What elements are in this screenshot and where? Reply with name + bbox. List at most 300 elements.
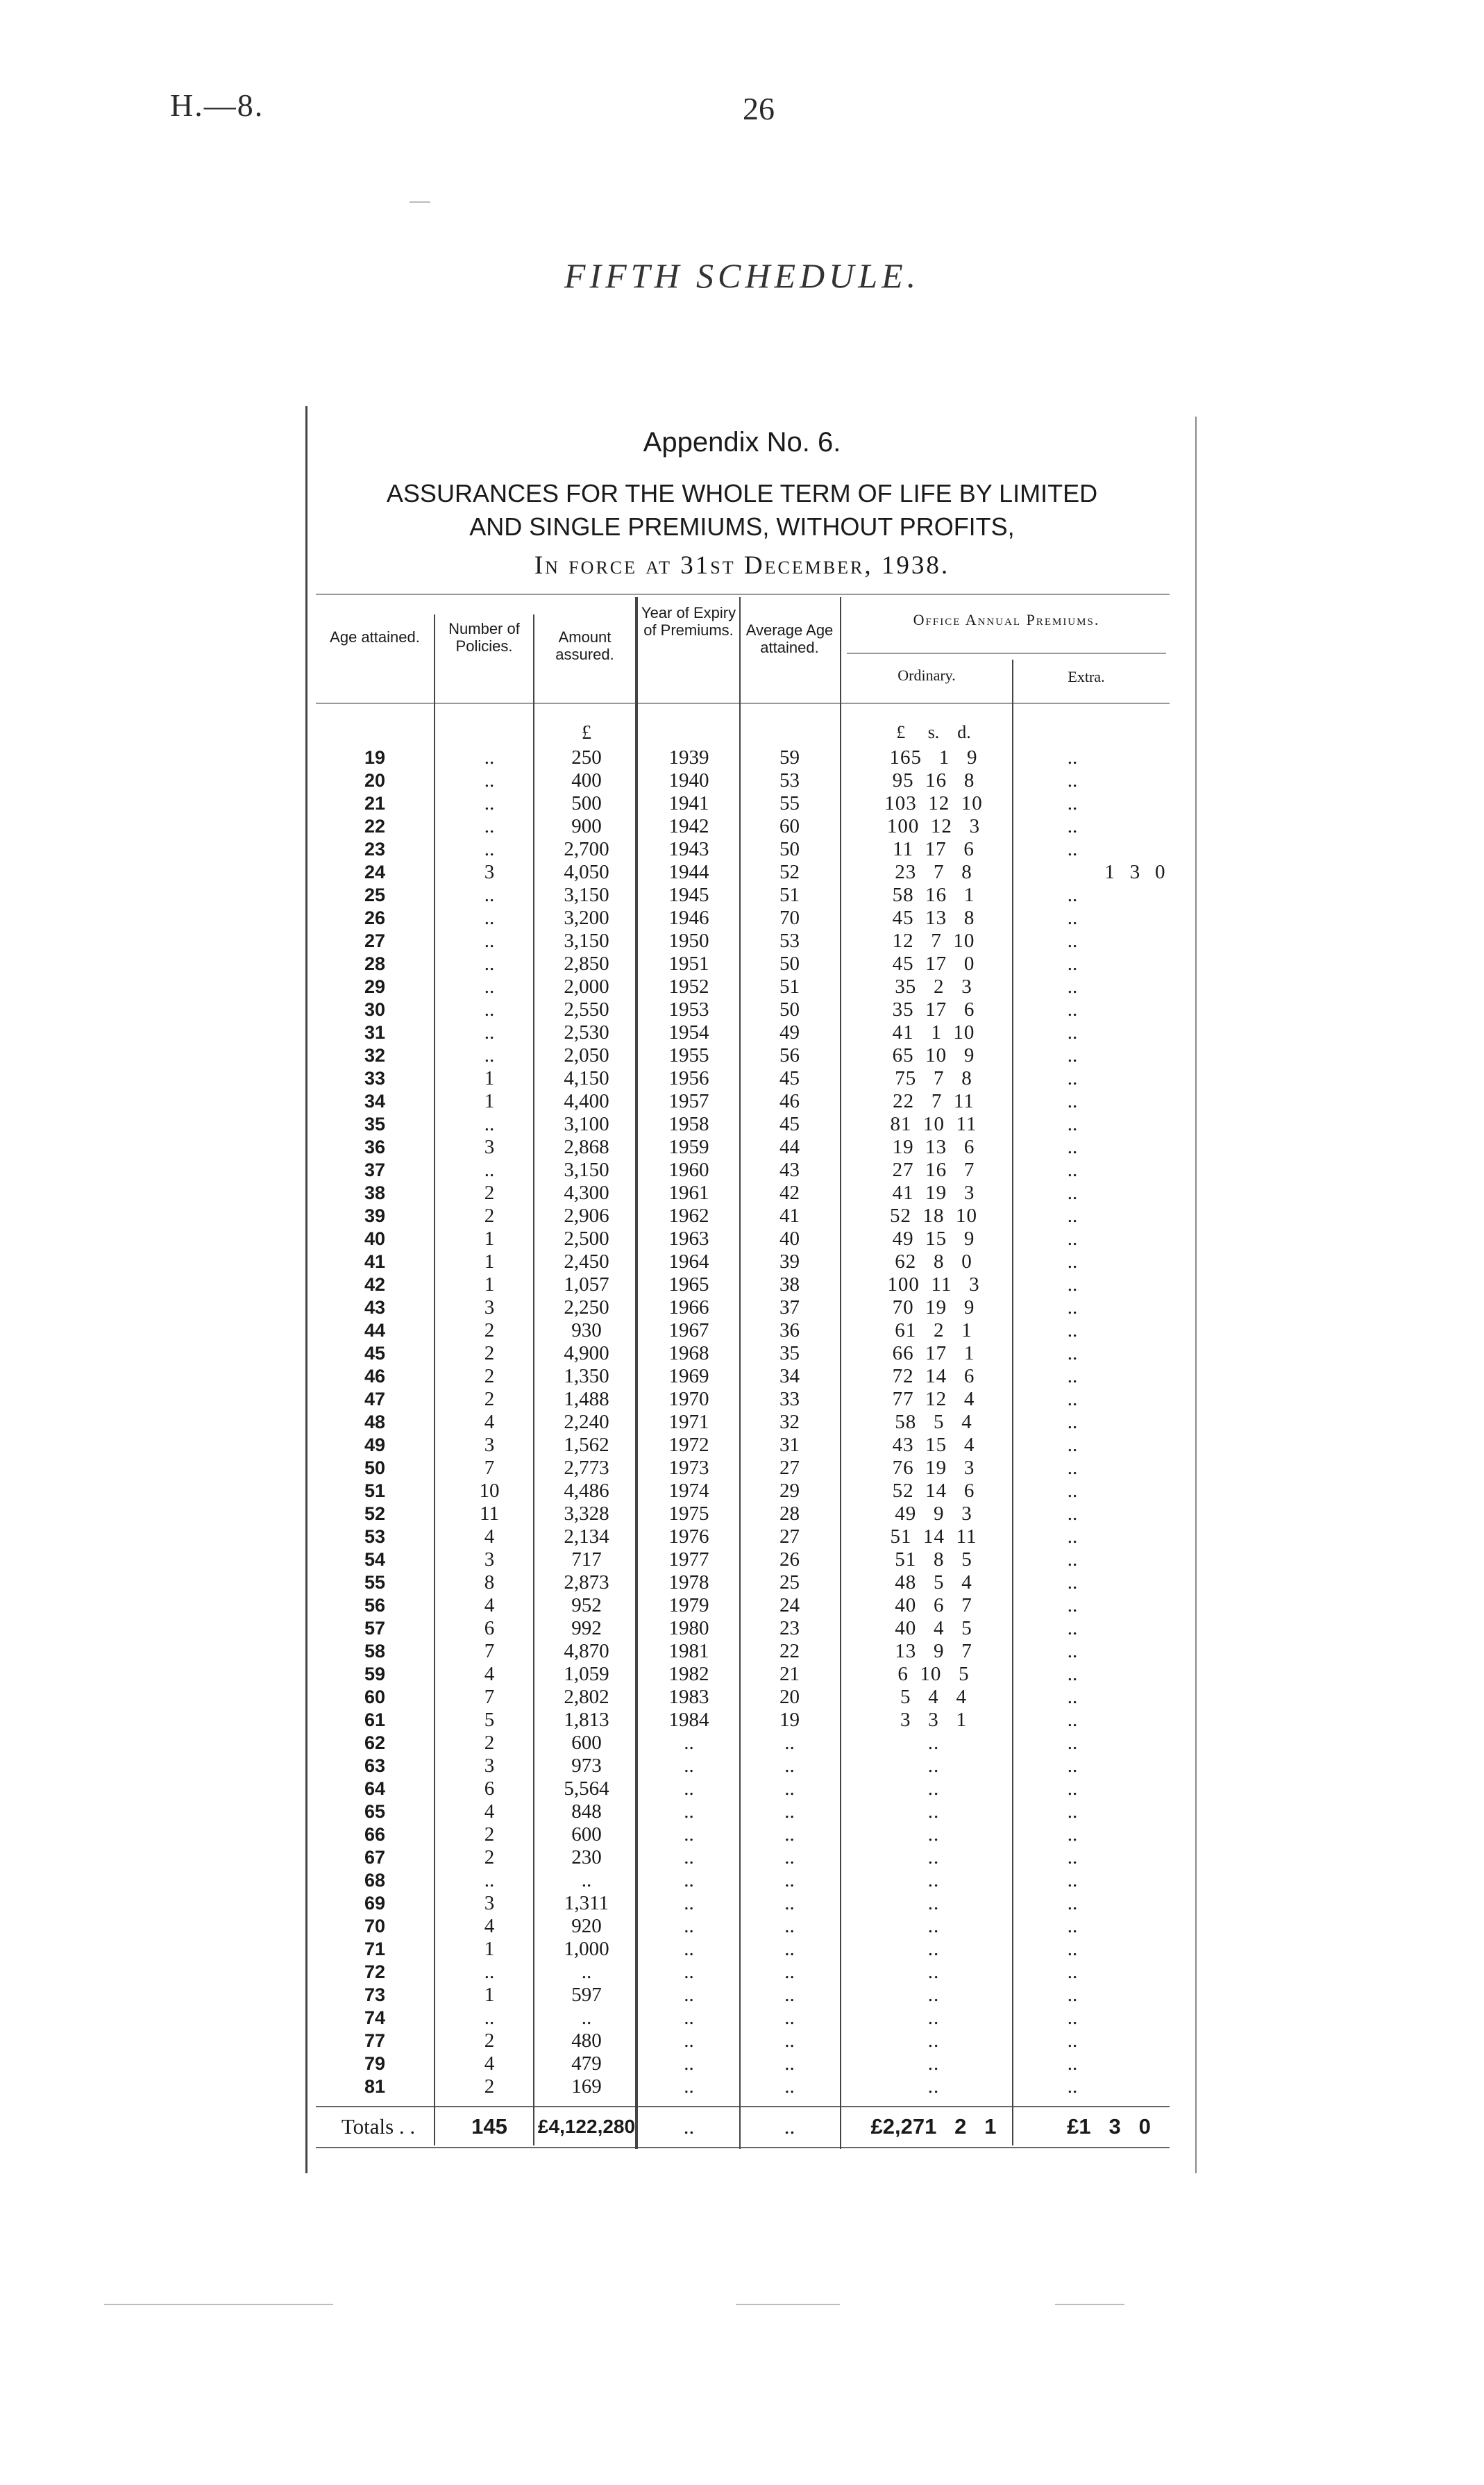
row-ordinary-premium: 76 19 3 [892,1457,975,1479]
header-year: Year of Expiry of Premiums. [641,604,736,639]
row-age: 67 [364,1847,386,1868]
row-year-of-expiry: 1951 [668,953,709,975]
totals-avg-age: .. [784,2114,795,2139]
row-age: 61 [364,1709,386,1730]
table-row [0,1525,1484,1548]
row-age: 65 [364,1801,386,1822]
row-age: 21 [364,793,386,814]
row-age: 53 [364,1526,386,1547]
table-row [0,1388,1484,1411]
table-row [0,1571,1484,1594]
row-year-of-expiry: 1968 [668,1342,709,1364]
row-age: 71 [364,1939,386,1959]
row-year-of-expiry: .. [684,1800,694,1823]
table-row [0,1067,1484,1090]
row-average-age: 51 [779,884,800,906]
row-year-of-expiry: 1956 [668,1067,709,1089]
appendix-heading: Appendix No. 6. [643,427,841,458]
row-age: 64 [364,1778,386,1799]
row-ordinary-premium: 40 6 7 [895,1594,972,1616]
row-amount: 2,000 [564,976,609,998]
row-amount: 2,906 [564,1205,609,1227]
table-title-line-1: ASSURANCES FOR THE WHOLE TERM OF LIFE BY LIMITED [386,479,1098,508]
row-amount: 1,562 [564,1434,609,1456]
row-age: 28 [364,953,386,974]
row-extra-premium: .. [1067,1732,1078,1754]
table-row [0,2052,1484,2075]
row-ordinary-premium: 61 2 1 [895,1319,972,1341]
row-age: 37 [364,1160,386,1180]
row-year-of-expiry: 1954 [668,1021,709,1044]
row-policies: .. [484,1113,495,1135]
row-year-of-expiry: .. [684,1846,694,1868]
row-ordinary-premium: 100 11 3 [887,1273,980,1296]
row-ordinary-premium: 45 13 8 [892,907,975,929]
row-average-age: 45 [779,1067,800,1089]
row-year-of-expiry: .. [684,1732,694,1754]
table-row [0,1617,1484,1640]
row-age: 63 [364,1755,386,1776]
row-extra-premium: .. [1067,792,1078,814]
row-ordinary-premium: .. [927,1892,940,1914]
row-amount: 230 [571,1846,602,1868]
row-age: 49 [364,1434,386,1455]
row-extra-premium: .. [1067,1663,1078,1685]
row-age: 54 [364,1549,386,1570]
row-ordinary-premium: .. [927,1961,940,1983]
row-average-age: 50 [779,838,800,860]
row-policies: 2 [484,1388,495,1410]
row-age: 57 [364,1618,386,1639]
row-ordinary-premium: .. [927,1800,940,1823]
row-policies: 7 [484,1457,495,1479]
row-year-of-expiry: 1984 [668,1709,709,1731]
row-amount: 4,870 [564,1640,609,1662]
table-row [0,1755,1484,1777]
row-year-of-expiry: 1963 [668,1228,709,1250]
row-age: 27 [364,930,386,951]
table-row [0,907,1484,930]
row-ordinary-premium: .. [927,1869,940,1891]
totals-row [0,2111,1484,2142]
row-average-age: .. [784,1869,795,1891]
row-amount: 1,000 [564,1938,609,1960]
row-amount: 952 [571,1594,602,1616]
row-amount: 900 [571,815,602,837]
row-policies: 4 [484,1663,495,1685]
table-row [0,1044,1484,1067]
row-ordinary-premium: 11 17 6 [893,838,975,860]
table-row [0,1640,1484,1663]
row-amount: 2,802 [564,1686,609,1708]
row-average-age: .. [784,1755,795,1777]
row-ordinary-premium: 72 14 6 [892,1365,975,1387]
row-year-of-expiry: 1940 [668,769,709,792]
row-extra-premium: .. [1067,1617,1078,1639]
row-average-age: 36 [779,1319,800,1341]
row-year-of-expiry: 1946 [668,907,709,929]
row-year-of-expiry: 1943 [668,838,709,860]
row-year-of-expiry: .. [684,2052,694,2075]
row-ordinary-premium: 35 2 3 [895,976,972,998]
row-amount: 400 [571,769,602,792]
row-policies: 4 [484,1800,495,1823]
row-extra-premium: .. [1067,815,1078,837]
row-year-of-expiry: 1972 [668,1434,709,1456]
row-year-of-expiry: 1970 [668,1388,709,1410]
table-row [0,1434,1484,1457]
row-age: 34 [364,1091,386,1112]
row-extra-premium: .. [1067,1113,1078,1135]
row-average-age: 45 [779,1113,800,1135]
table-row [0,1984,1484,2007]
row-year-of-expiry: 1962 [668,1205,709,1227]
scan-mark [104,2304,333,2305]
row-average-age: 55 [779,792,800,814]
row-policies: .. [484,1044,495,1066]
row-year-of-expiry: 1969 [668,1365,709,1387]
row-average-age: 51 [779,976,800,998]
row-extra-premium: .. [1067,1434,1078,1456]
row-policies: .. [484,838,495,860]
row-policies: 4 [484,2052,495,2075]
row-year-of-expiry: 1965 [668,1273,709,1296]
row-amount: 1,813 [564,1709,609,1731]
row-amount: 1,059 [564,1663,609,1685]
row-year-of-expiry: .. [684,1777,694,1800]
document-reference: H.—8. [170,87,264,123]
row-amount: 3,150 [564,930,609,952]
row-amount: 4,486 [564,1480,609,1502]
row-extra-premium: .. [1067,1480,1078,1502]
row-extra-premium: .. [1067,1457,1078,1479]
row-extra-premium: .. [1067,1250,1078,1273]
row-age: 19 [364,747,386,768]
row-extra-premium: 1 3 0 [1104,861,1165,883]
row-amount: 1,311 [564,1892,609,1914]
table-row [0,1777,1484,1800]
row-policies: .. [484,769,495,792]
row-amount: 1,488 [564,1388,609,1410]
row-year-of-expiry: 1973 [668,1457,709,1479]
row-amount: 600 [571,1823,602,1846]
row-amount: 4,050 [564,861,609,883]
row-policies: 3 [484,1892,495,1914]
row-average-age: 37 [779,1296,800,1319]
row-average-age: 34 [779,1365,800,1387]
row-extra-premium: .. [1067,1044,1078,1066]
table-row [0,2007,1484,2030]
row-year-of-expiry: 1939 [668,746,709,769]
row-average-age: .. [784,2007,795,2029]
row-extra-premium: .. [1067,1388,1078,1410]
row-ordinary-premium: .. [927,1777,940,1800]
row-average-age: 27 [779,1457,800,1479]
table-row [0,1136,1484,1159]
row-year-of-expiry: 1978 [668,1571,709,1593]
row-age: 36 [364,1137,386,1157]
row-amount: .. [581,1961,592,1983]
row-ordinary-premium: 66 17 1 [892,1342,975,1364]
row-ordinary-premium: 5 4 4 [900,1686,967,1708]
row-amount: 4,150 [564,1067,609,1089]
row-average-age: .. [784,1938,795,1960]
row-year-of-expiry: 1980 [668,1617,709,1639]
row-average-age: 44 [779,1136,800,1158]
row-ordinary-premium: .. [927,1938,940,1960]
row-amount: 2,850 [564,953,609,975]
table-row [0,1250,1484,1273]
row-year-of-expiry: 1966 [668,1296,709,1319]
table-row [0,1205,1484,1228]
row-age: 74 [364,2007,386,2028]
row-amount: 2,773 [564,1457,609,1479]
table-row [0,1273,1484,1296]
row-ordinary-premium: 81 10 11 [890,1113,977,1135]
row-age: 39 [364,1205,386,1226]
row-policies: 4 [484,1411,495,1433]
row-ordinary-premium: 58 5 4 [895,1411,972,1433]
row-amount: .. [581,1869,592,1891]
row-policies: 8 [484,1571,495,1593]
row-average-age: 26 [779,1548,800,1571]
row-policies: 2 [484,2075,495,2098]
row-ordinary-premium: 52 18 10 [890,1205,977,1227]
row-year-of-expiry: 1959 [668,1136,709,1158]
row-age: 45 [364,1343,386,1364]
row-amount: 5,564 [564,1777,609,1800]
row-policies: .. [484,998,495,1021]
ordinary-unit: £ s. d. [896,722,971,742]
row-average-age: 38 [779,1273,800,1296]
totals-bottom-rule [316,2147,1170,2148]
table-row [0,1892,1484,1915]
row-policies: 7 [484,1640,495,1662]
row-ordinary-premium: 40 4 5 [895,1617,972,1639]
row-age: 79 [364,2053,386,2074]
row-policies: 3 [484,1136,495,1158]
row-policies: .. [484,1159,495,1181]
table-row [0,953,1484,976]
table-row [0,1915,1484,1938]
row-amount: 1,057 [564,1273,609,1296]
row-extra-premium: .. [1067,2075,1078,2098]
row-extra-premium: .. [1067,1938,1078,1960]
row-average-age: 40 [779,1228,800,1250]
premiums-rule [847,653,1166,654]
row-extra-premium: .. [1067,1067,1078,1089]
row-amount: 500 [571,792,602,814]
row-ordinary-premium: 75 7 8 [895,1067,972,1089]
table-row [0,1869,1484,1892]
row-ordinary-premium: .. [927,1823,940,1846]
row-policies: .. [484,1869,495,1891]
table-row [0,815,1484,838]
row-amount: 2,500 [564,1228,609,1250]
row-age: 38 [364,1182,386,1203]
row-year-of-expiry: 1971 [668,1411,709,1433]
row-age: 81 [364,2076,386,2097]
row-age: 33 [364,1068,386,1089]
row-average-age: 41 [779,1205,800,1227]
row-ordinary-premium: .. [927,2007,940,2029]
row-age: 62 [364,1732,386,1753]
row-year-of-expiry: .. [684,1755,694,1777]
row-average-age: .. [784,1777,795,1800]
row-extra-premium: .. [1067,1823,1078,1846]
row-amount: 2,450 [564,1250,609,1273]
row-average-age: 25 [779,1571,800,1593]
table-row [0,1113,1484,1136]
row-policies: 1 [484,1273,495,1296]
row-policies: .. [484,1021,495,1044]
table-row [0,2030,1484,2052]
table-row [0,1823,1484,1846]
row-policies: 3 [484,1434,495,1456]
row-extra-premium: .. [1067,1686,1078,1708]
row-ordinary-premium: 103 12 10 [884,792,983,814]
row-extra-premium: .. [1067,1961,1078,1983]
row-extra-premium: .. [1067,976,1078,998]
row-policies: 2 [484,1182,495,1204]
row-average-age: 42 [779,1182,800,1204]
row-ordinary-premium: 49 9 3 [895,1503,972,1525]
row-extra-premium: .. [1067,1411,1078,1433]
row-policies: 2 [484,1342,495,1364]
row-extra-premium: .. [1067,1709,1078,1731]
row-amount: 3,200 [564,907,609,929]
table-row [0,884,1484,907]
row-ordinary-premium: 43 15 4 [892,1434,975,1456]
row-extra-premium: .. [1067,1136,1078,1158]
row-year-of-expiry: .. [684,1892,694,1914]
row-age: 43 [364,1297,386,1318]
row-age: 55 [364,1572,386,1593]
row-average-age: 24 [779,1594,800,1616]
row-age: 56 [364,1595,386,1616]
table-row [0,1319,1484,1342]
row-amount: 2,868 [564,1136,609,1158]
row-extra-premium: .. [1067,1777,1078,1800]
row-average-age: 27 [779,1525,800,1548]
row-ordinary-premium: .. [927,1846,940,1868]
row-age: 44 [364,1320,386,1341]
row-ordinary-premium: .. [927,2052,940,2075]
row-extra-premium: .. [1067,1525,1078,1548]
row-age: 70 [364,1916,386,1936]
row-policies: .. [484,884,495,906]
row-ordinary-premium: 45 17 0 [892,953,975,975]
row-policies: 1 [484,1228,495,1250]
row-year-of-expiry: 1942 [668,815,709,837]
table-title-line-2: AND SINGLE PREMIUMS, WITHOUT PROFITS, [469,512,1015,541]
row-policies: 3 [484,861,495,883]
row-ordinary-premium: 48 5 4 [895,1571,972,1593]
row-ordinary-premium: .. [927,2030,940,2052]
row-extra-premium: .. [1067,1800,1078,1823]
row-extra-premium: .. [1067,907,1078,929]
row-amount: 2,050 [564,1044,609,1066]
table-row [0,1342,1484,1365]
row-extra-premium: .. [1067,998,1078,1021]
totals-label: Totals . . [341,2114,416,2139]
row-year-of-expiry: 1953 [668,998,709,1021]
table-row [0,1709,1484,1732]
table-row [0,1548,1484,1571]
row-policies: 1 [484,1250,495,1273]
row-age: 29 [364,976,386,997]
row-policies: 1 [484,1984,495,2006]
row-average-age: 29 [779,1480,800,1502]
row-amount: 2,700 [564,838,609,860]
table-row [0,1021,1484,1044]
table-row [0,930,1484,953]
totals-amount: £4,122,280 [537,2116,636,2137]
row-age: 35 [364,1114,386,1135]
table-row [0,1228,1484,1250]
row-amount: 3,150 [564,1159,609,1181]
row-amount: 3,328 [564,1503,609,1525]
row-policies: .. [484,930,495,952]
row-ordinary-premium: .. [927,2075,940,2098]
table-row [0,861,1484,884]
row-extra-premium: .. [1067,1892,1078,1914]
totals-year: .. [683,2114,695,2139]
row-ordinary-premium: 35 17 6 [892,998,975,1021]
table-row [0,1732,1484,1755]
header-top-rule [316,594,1170,595]
row-average-age: .. [784,1823,795,1846]
row-amount: 3,100 [564,1113,609,1135]
row-average-age: 21 [779,1663,800,1685]
row-age: 58 [364,1641,386,1662]
row-age: 26 [364,907,386,928]
row-year-of-expiry: 1967 [668,1319,709,1341]
row-year-of-expiry: 1961 [668,1182,709,1204]
row-age: 42 [364,1274,386,1295]
row-ordinary-premium: 41 1 10 [892,1021,975,1044]
row-extra-premium: .. [1067,1159,1078,1181]
row-amount: 479 [571,2052,602,2075]
row-average-age: 60 [779,815,800,837]
row-amount: 930 [571,1319,602,1341]
header-premiums-group: Office Annual Premiums. [913,611,1100,628]
page-number: 26 [743,91,775,126]
row-ordinary-premium: 23 7 8 [895,861,972,883]
row-average-age: 32 [779,1411,800,1433]
row-ordinary-premium: 58 16 1 [892,884,975,906]
row-policies: 4 [484,1525,495,1548]
table-row [0,746,1484,769]
row-ordinary-premium: 13 9 7 [895,1640,972,1662]
table-row [0,1296,1484,1319]
row-ordinary-premium: .. [927,1984,940,2006]
row-ordinary-premium: 27 16 7 [892,1159,975,1181]
row-ordinary-premium: 65 10 9 [892,1044,975,1066]
row-year-of-expiry: .. [684,1823,694,1846]
row-age: 72 [364,1961,386,1982]
row-average-age: 50 [779,998,800,1021]
row-amount: 250 [571,746,602,769]
row-policies: 1 [484,1090,495,1112]
row-age: 73 [364,1984,386,2005]
row-year-of-expiry: 1955 [668,1044,709,1066]
scan-mark [410,201,430,203]
row-amount: 4,400 [564,1090,609,1112]
row-average-age: 49 [779,1021,800,1044]
row-year-of-expiry: .. [684,2075,694,2098]
row-year-of-expiry: .. [684,1961,694,1983]
